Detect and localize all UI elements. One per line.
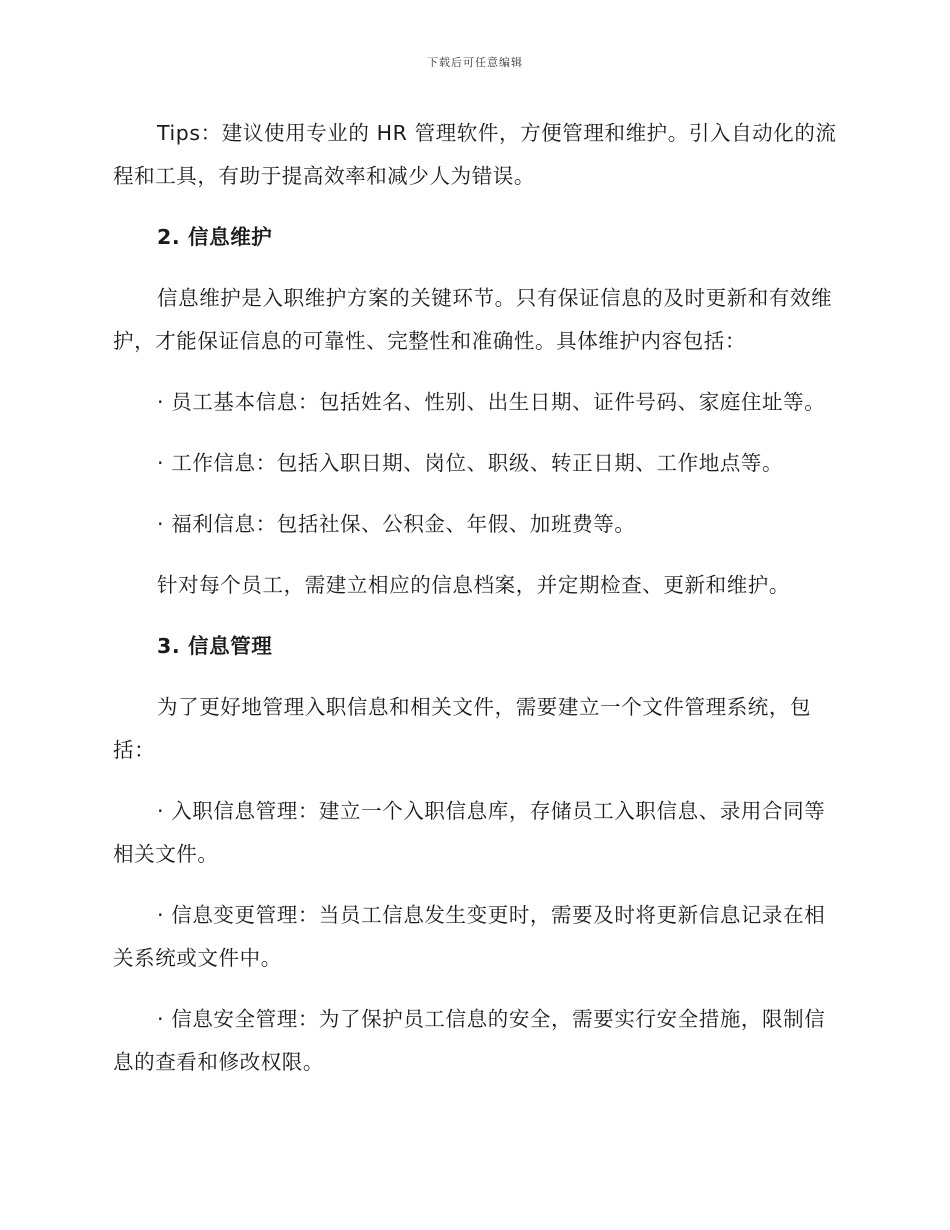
section2-intro: 信息维护是入职维护方案的关键环节。只有保证信息的及时更新和有效维护，才能保证信息的可靠性、完整性和准确性。具体维护内容包括： xyxy=(113,286,833,353)
document-body xyxy=(113,112,838,1102)
section-heading-info-maintenance: 2. 信息维护 xyxy=(157,225,273,249)
section3-intro: 为了更好地管理入职信息和相关文件，需要建立一个文件管理系统，包括： xyxy=(113,695,812,762)
section2-closing: 针对每个员工，需建立相应的信息档案，并定期检查、更新和维护。 xyxy=(157,573,790,597)
list-item: · 信息安全管理：为了保护员工信息的安全，需要实行安全措施，限制信息的查看和修改权限。 xyxy=(113,1007,826,1074)
list-item: · 信息变更管理：当员工信息发生变更时，需要及时将更新信息记录在相关系统或文件中。 xyxy=(113,903,826,970)
section-heading-info-management: 3. 信息管理 xyxy=(157,634,273,658)
list-item: · 员工基本信息：包括姓名、性别、出生日期、证件号码、家庭住址等。 xyxy=(157,390,826,414)
header-note: 下载后可任意编辑 xyxy=(427,56,523,69)
list-item: · 工作信息：包括入职日期、岗位、职级、转正日期、工作地点等。 xyxy=(157,451,784,475)
tips-paragraph: Tips：建议使用专业的 HR 管理软件，方便管理和维护。引入自动化的流程和工具，有助于提高效率和减少人为错误。 xyxy=(113,121,837,188)
list-item: · 福利信息：包括社保、公积金、年假、加班费等。 xyxy=(157,512,636,536)
list-item: · 入职信息管理：建立一个入职信息库，存储员工入职信息、录用合同等相关文件。 xyxy=(113,799,826,866)
